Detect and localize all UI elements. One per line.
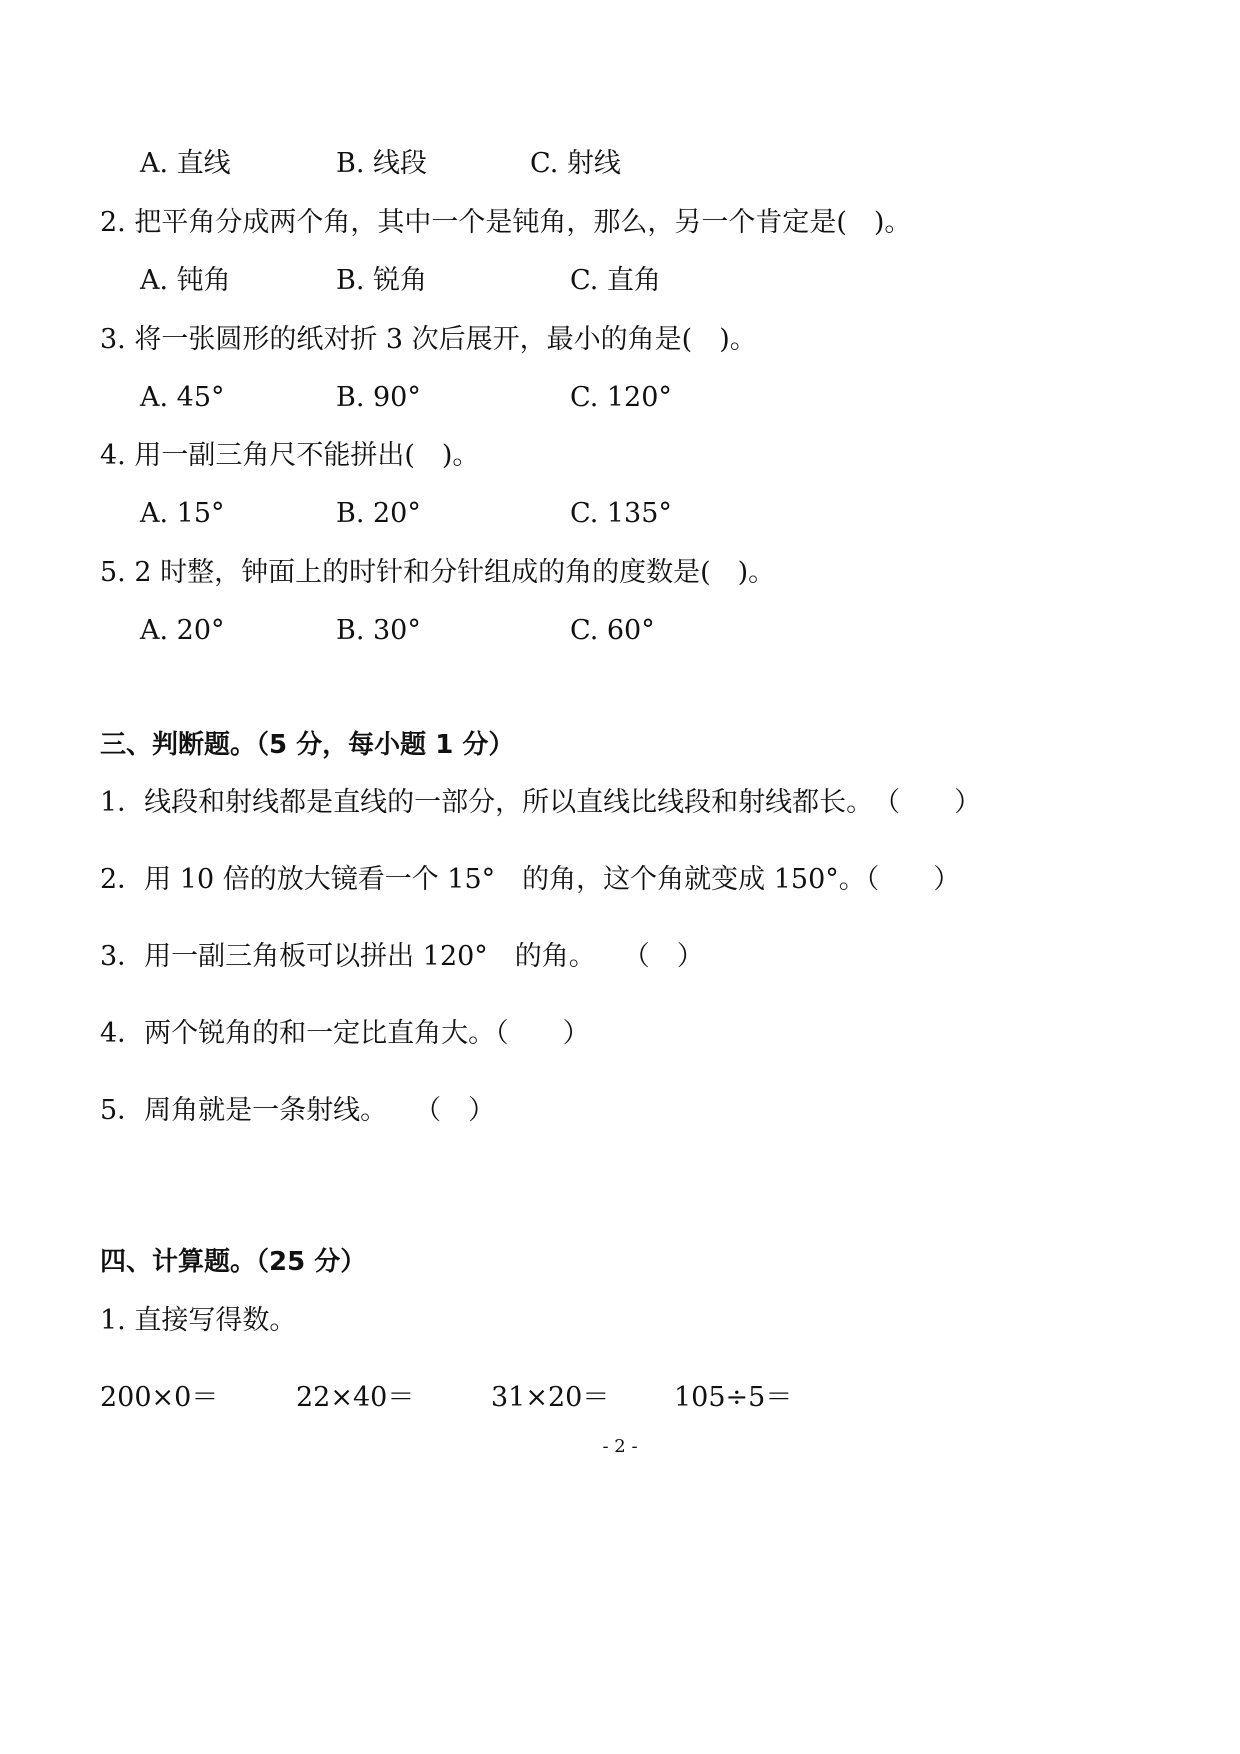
calc-section-heading: 四、计算题。（25 分） xyxy=(100,1247,367,1277)
judge-item-3: 3．用一副三角板可以拼出 120° 的角。 （ ） xyxy=(100,941,704,972)
q4-option-c: C. 135° xyxy=(570,498,672,529)
calc-problem-1: 200×0＝ xyxy=(100,1382,219,1413)
choice-question-4: 4. 用一副三角尺不能拼出( )。 xyxy=(100,440,480,471)
q3-option-a: A. 45° xyxy=(140,382,225,413)
judge-section-heading: 三、判断题。（5 分，每小题 1 分） xyxy=(100,730,515,760)
q2-option-c: C. 直角 xyxy=(570,265,661,296)
judge-item-2: 2．用 10 倍的放大镜看一个 15° 的角，这个角就变成 150°。（ ） xyxy=(100,864,961,895)
choice-question-2: 2. 把平角分成两个角，其中一个是钝角，那么，另一个肯定是( )。 xyxy=(100,207,912,238)
q1-option-b: B. 线段 xyxy=(336,148,428,179)
q3-option-c: C. 120° xyxy=(570,382,672,413)
q5-option-a: A. 20° xyxy=(140,615,225,646)
q3-option-b: B. 90° xyxy=(336,382,421,413)
calc-problem-4: 105÷5＝ xyxy=(674,1382,793,1413)
page-number: - 2 - xyxy=(602,1436,638,1457)
calc-problem-2: 22×40＝ xyxy=(296,1382,415,1413)
q2-option-a: A. 钝角 xyxy=(140,265,231,296)
choice-question-5: 5. 2 时整，钟面上的时针和分针组成的角的度数是( )。 xyxy=(100,557,776,588)
q1-option-a: A. 直线 xyxy=(140,148,231,179)
judge-item-4: 4．两个锐角的和一定比直角大。（ ） xyxy=(100,1018,590,1049)
choice-question-3: 3. 将一张圆形的纸对折 3 次后展开，最小的角是( )。 xyxy=(100,324,757,355)
calc-problem-3: 31×20＝ xyxy=(491,1382,610,1413)
q4-option-a: A. 15° xyxy=(140,498,225,529)
calc-sub-heading: 1. 直接写得数。 xyxy=(100,1305,297,1336)
q1-option-c: C. 射线 xyxy=(530,148,621,179)
q5-option-b: B. 30° xyxy=(336,615,421,646)
judge-item-5: 5．周角就是一条射线。 （ ） xyxy=(100,1095,496,1126)
judge-item-1: 1．线段和射线都是直线的一部分，所以直线比线段和射线都长。 （ ） xyxy=(100,787,982,818)
q2-option-b: B. 锐角 xyxy=(336,265,428,296)
q4-option-b: B. 20° xyxy=(336,498,421,529)
q5-option-c: C. 60° xyxy=(570,615,655,646)
